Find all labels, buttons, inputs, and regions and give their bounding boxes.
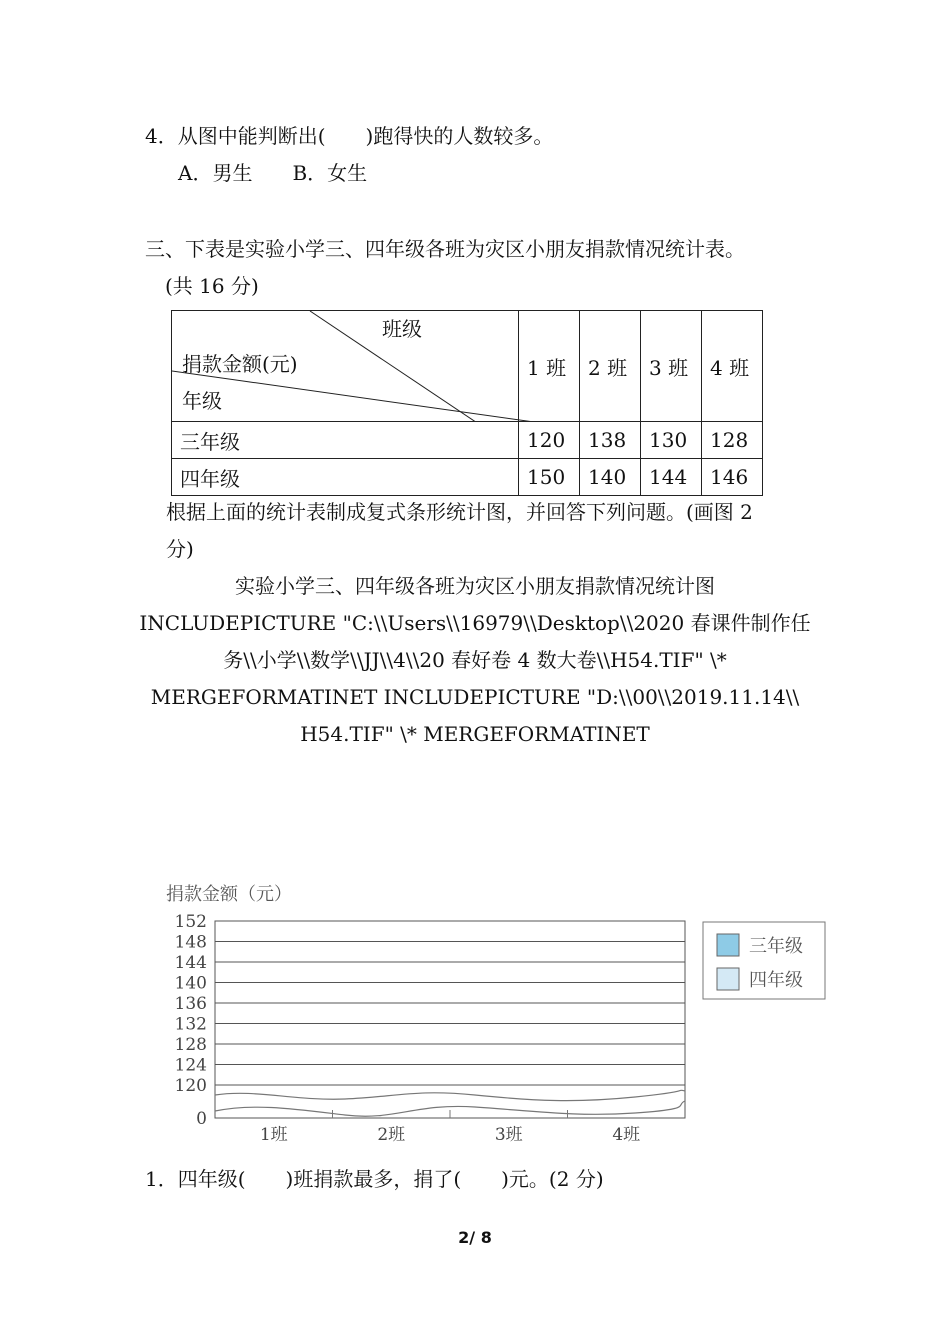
page-number: 2/ 8 [458,1228,492,1247]
table-row [172,422,763,459]
diagonal-header-cell [172,311,519,422]
donation-table [171,310,763,496]
y-tick-label: 140 [174,973,207,994]
table-cell: 146 [702,459,763,496]
y-tick-label: 128 [174,1035,207,1055]
col-header: 2 班 [580,311,641,422]
legend-swatch [717,968,739,990]
x-tick-label: 2班 [377,1125,406,1145]
q4-options: A．男生 B．女生 [178,161,368,185]
y-tick-label: 132 [174,1014,207,1035]
field-code-line-2: 务\\小学\\数学\\JJ\\4\\20 春好卷 4 数大卷\\H54.TIF" \* [223,648,727,672]
table-row [172,459,763,496]
chart-title: 实验小学三、四年级各班为灾区小朋友捐款情况统计图 [235,574,715,598]
field-code-line-1: INCLUDEPICTURE "C:\\Users\\16979\\Desktop\\2020 春课件制作任 [139,611,811,635]
chart-svg [160,878,840,1158]
x-tick-label: 3班 [494,1125,523,1145]
legend-label: 四年级 [749,970,803,991]
field-code-line-3: MERGEFORMATINET INCLUDEPICTURE "D:\\00\\2019.11.14\\ [150,685,800,709]
y-tick-label: 0 [196,1109,207,1129]
bar-chart [160,878,840,1158]
row-label: 三年级 [172,422,519,459]
diag-label-class: 班级 [382,317,422,341]
plot-frame [215,921,685,1118]
q4-stem: 4．从图中能判断出( )跑得快的人数较多。 [145,124,554,148]
q1-question: 1．四年级( )班捐款最多，捐了( )元。(2 分) [145,1167,604,1191]
instruction-line-1: 根据上面的统计表制成复式条形统计图，并回答下列问题。(画图 2 [166,500,753,524]
table-cell: 138 [580,422,641,459]
legend-label: 三年级 [749,936,803,957]
col-header: 4 班 [702,311,763,422]
y-tick-label: 144 [174,953,207,973]
table-cell: 144 [641,459,702,496]
y-tick-label: 148 [174,932,207,953]
diag-label-amount: 捐款金额(元) [182,352,298,376]
row-label: 四年级 [172,459,519,496]
x-tick-label: 1班 [259,1125,288,1145]
y-tick-label: 152 [174,912,207,932]
y-tick-label: 120 [174,1076,207,1096]
diag-label-grade: 年级 [182,389,222,413]
section3-points: (共 16 分) [165,274,259,298]
y-tick-label: 124 [174,1055,207,1076]
x-tick-label: 4班 [612,1125,641,1145]
legend-swatch [717,934,739,956]
table-cell: 140 [580,459,641,496]
instruction-line-2: 分) [166,537,194,561]
y-axis-title: 捐款金额（元） [166,884,292,905]
table-cell: 150 [519,459,580,496]
section3-title: 三、下表是实验小学三、四年级各班为灾区小朋友捐款情况统计表。 [145,237,745,261]
table-cell: 128 [702,422,763,459]
y-tick-label: 136 [174,994,207,1014]
table-cell: 120 [519,422,580,459]
col-header: 3 班 [641,311,702,422]
field-code-line-4: H54.TIF" \* MERGEFORMATINET [300,722,650,746]
col-header: 1 班 [519,311,580,422]
axis-break-line-upper [215,1090,685,1100]
table-cell: 130 [641,422,702,459]
